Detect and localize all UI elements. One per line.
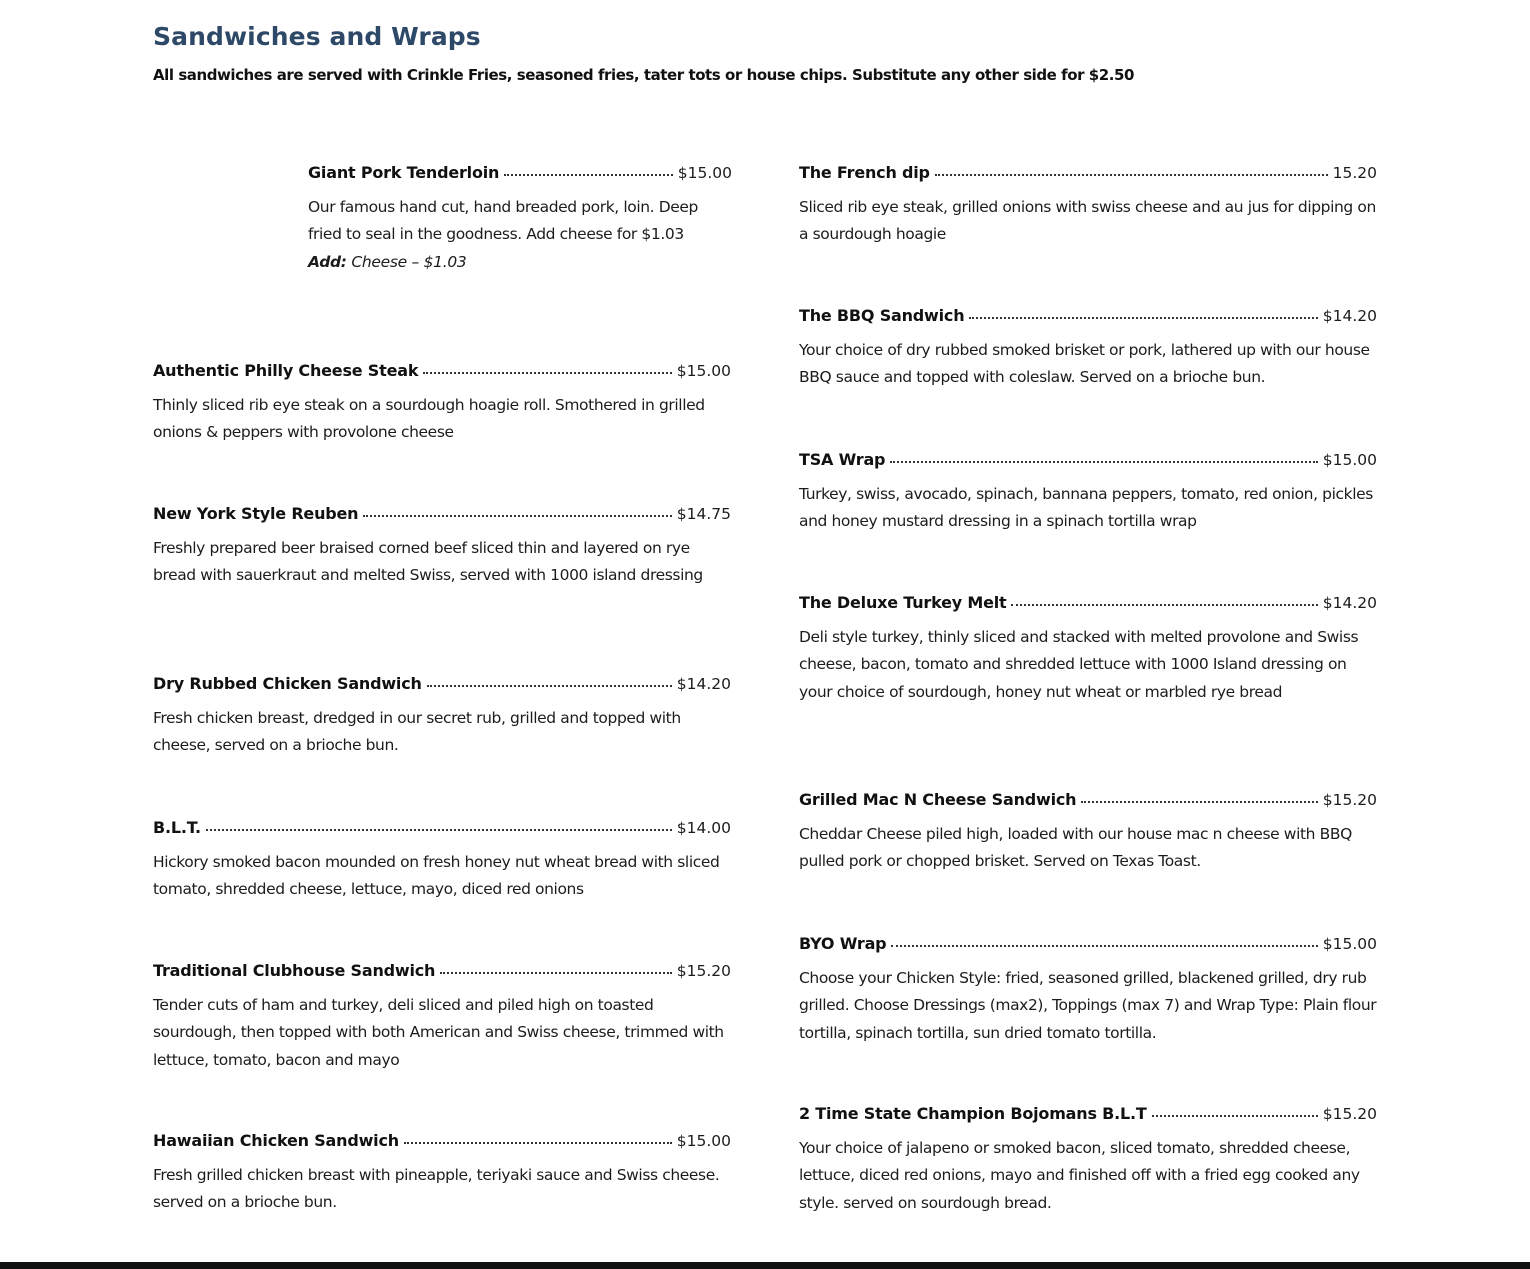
- dot-leader: [404, 1142, 672, 1144]
- menu-item-description: Deli style turkey, thinly sliced and stacked with melted provolone and Swiss cheese, bacon, tomato and shredded lettuce with 1000 Island dressing on your choice of sourdough, honey nut wheat or marbled rye bread: [799, 628, 1359, 701]
- menu-item: [799, 450, 1377, 536]
- section-title: Sandwiches and Wraps: [153, 22, 481, 51]
- menu-item: [799, 163, 1377, 249]
- dot-leader: [891, 945, 1317, 947]
- menu-item-name: Grilled Mac N Cheese Sandwich: [799, 790, 1077, 809]
- menu-item-header: [799, 450, 1377, 476]
- menu-item-price: 15.20: [1332, 164, 1377, 182]
- menu-item-name: B.L.T.: [153, 818, 201, 837]
- menu-item-price: $14.75: [676, 505, 731, 523]
- dot-leader: [423, 372, 671, 374]
- menu-item-name: BYO Wrap: [799, 934, 887, 953]
- menu-item: [799, 306, 1377, 392]
- menu-item: [799, 593, 1377, 706]
- menu-item-header: [799, 163, 1377, 189]
- dot-leader: [363, 515, 671, 517]
- dot-leader: [1011, 604, 1317, 606]
- menu-item: [153, 504, 731, 590]
- menu-item: [799, 934, 1377, 1047]
- menu-item-description: Turkey, swiss, avocado, spinach, bannana peppers, tomato, red onion, pickles and honey mustard dressing in a spinach tortilla wrap: [799, 485, 1373, 531]
- section-subtitle: All sandwiches are served with Crinkle Fries, seasoned fries, tater tots or house chips. Substitute any other side for $2.50: [153, 66, 1134, 84]
- menu-item-header: [153, 961, 731, 987]
- menu-item-header: [153, 674, 731, 700]
- menu-item-description: Tender cuts of ham and turkey, deli sliced and piled high on toasted sourdough, then topped with both American and Swiss cheese, trimmed with lettuce, tomato, bacon and mayo: [153, 996, 724, 1069]
- menu-item-header: [799, 593, 1377, 619]
- menu-item-description: Fresh chicken breast, dredged in our secret rub, grilled and topped with cheese, served on a brioche bun.: [153, 709, 681, 755]
- menu-item-price: $15.20: [1322, 1105, 1377, 1123]
- menu-item: [153, 361, 731, 447]
- menu-item-description: Thinly sliced rib eye steak on a sourdough hoagie roll. Smothered in grilled onions & peppers with provolone cheese: [153, 396, 705, 442]
- dot-leader: [427, 685, 672, 687]
- menu-item: [153, 961, 731, 1074]
- menu-item-description: Choose your Chicken Style: fried, seasoned grilled, blackened grilled, dry rub grilled. Choose Dressings (max2), Toppings (max 7) and Wrap Type: Plain flour tortilla, spinach tortilla, sun dried tomato tortilla.: [799, 969, 1377, 1042]
- menu-item-name: Giant Pork Tenderloin: [308, 163, 500, 182]
- menu-item-name: The French dip: [799, 163, 930, 182]
- menu-item-price: $14.20: [1322, 307, 1377, 325]
- menu-item-name: Hawaiian Chicken Sandwich: [153, 1131, 399, 1150]
- menu-item-name: Traditional Clubhouse Sandwich: [153, 961, 436, 980]
- menu-section: [153, 0, 1377, 1262]
- menu-item-name: TSA Wrap: [799, 450, 886, 469]
- dot-leader: [440, 972, 672, 974]
- menu-item-name: New York Style Reuben: [153, 504, 359, 523]
- menu-item-name: Dry Rubbed Chicken Sandwich: [153, 674, 422, 693]
- dot-leader: [206, 829, 672, 831]
- menu-item-name: The BBQ Sandwich: [799, 306, 965, 325]
- menu-item-header: [153, 504, 731, 530]
- menu-item-name: 2 Time State Champion Bojomans B.L.T: [799, 1104, 1147, 1123]
- menu-item: [153, 1131, 731, 1217]
- menu-item-price: $15.00: [676, 362, 731, 380]
- dot-leader: [504, 174, 673, 176]
- menu-item-header: [153, 361, 731, 387]
- menu-item-name: Authentic Philly Cheese Steak: [153, 361, 419, 380]
- menu-item: [308, 163, 732, 276]
- menu-item-description: Your choice of jalapeno or smoked bacon, sliced tomato, shredded cheese, lettuce, diced red onions, mayo and finished off with a fried egg cooked any style. served on sourdough bread.: [799, 1139, 1360, 1212]
- menu-item-price: $15.00: [1322, 451, 1377, 469]
- dot-leader: [1152, 1115, 1318, 1117]
- menu-item-description: Sliced rib eye steak, grilled onions with swiss cheese and au jus for dipping on a sourdough hoagie: [799, 198, 1376, 244]
- addon-text: Cheese – $1.03: [351, 252, 467, 271]
- menu-item: [153, 818, 731, 904]
- menu-item-header: [153, 818, 731, 844]
- menu-item-price: $15.20: [676, 962, 731, 980]
- menu-item-header: [308, 163, 732, 189]
- menu-item-description: Fresh grilled chicken breast with pineapple, teriyaki sauce and Swiss cheese. served on a brioche bun.: [153, 1166, 720, 1212]
- menu-item-price: $15.00: [676, 1132, 731, 1150]
- dot-leader: [890, 461, 1317, 463]
- menu-item: [153, 674, 731, 760]
- addon-label: Add:: [308, 252, 347, 271]
- menu-item: [799, 790, 1377, 876]
- menu-item-header: [799, 790, 1377, 816]
- menu-item-price: $15.00: [1322, 935, 1377, 953]
- menu-item-header: [153, 1131, 731, 1157]
- menu-item-header: [799, 306, 1377, 332]
- menu-item-header: [799, 1104, 1377, 1130]
- menu-item-header: [799, 934, 1377, 960]
- menu-item-price: $15.00: [677, 164, 732, 182]
- menu-item-addon: [308, 249, 732, 276]
- menu-item: [799, 1104, 1377, 1217]
- dot-leader: [935, 174, 1328, 176]
- menu-item-description: Our famous hand cut, hand breaded pork, loin. Deep fried to seal in the goodness. Add cheese for $1.03: [308, 198, 698, 244]
- dot-leader: [1081, 801, 1317, 803]
- dot-leader: [969, 317, 1317, 319]
- menu-item-description: Your choice of dry rubbed smoked brisket or pork, lathered up with our house BBQ sauce and topped with coleslaw. Served on a brioche bun.: [799, 341, 1370, 387]
- menu-item-price: $14.00: [676, 819, 731, 837]
- menu-item-price: $15.20: [1322, 791, 1377, 809]
- menu-item-description: Hickory smoked bacon mounded on fresh honey nut wheat bread with sliced tomato, shredded cheese, lettuce, mayo, diced red onions: [153, 853, 720, 899]
- menu-item-price: $14.20: [1322, 594, 1377, 612]
- menu-item-name: The Deluxe Turkey Melt: [799, 593, 1007, 612]
- menu-item-description: Freshly prepared beer braised corned beef sliced thin and layered on rye bread with sauerkraut and melted Swiss, served with 1000 island dressing: [153, 539, 703, 585]
- footer-bar: [0, 1262, 1530, 1269]
- menu-item-description: Cheddar Cheese piled high, loaded with our house mac n cheese with BBQ pulled pork or chopped brisket. Served on Texas Toast.: [799, 825, 1352, 871]
- menu-item-price: $14.20: [676, 675, 731, 693]
